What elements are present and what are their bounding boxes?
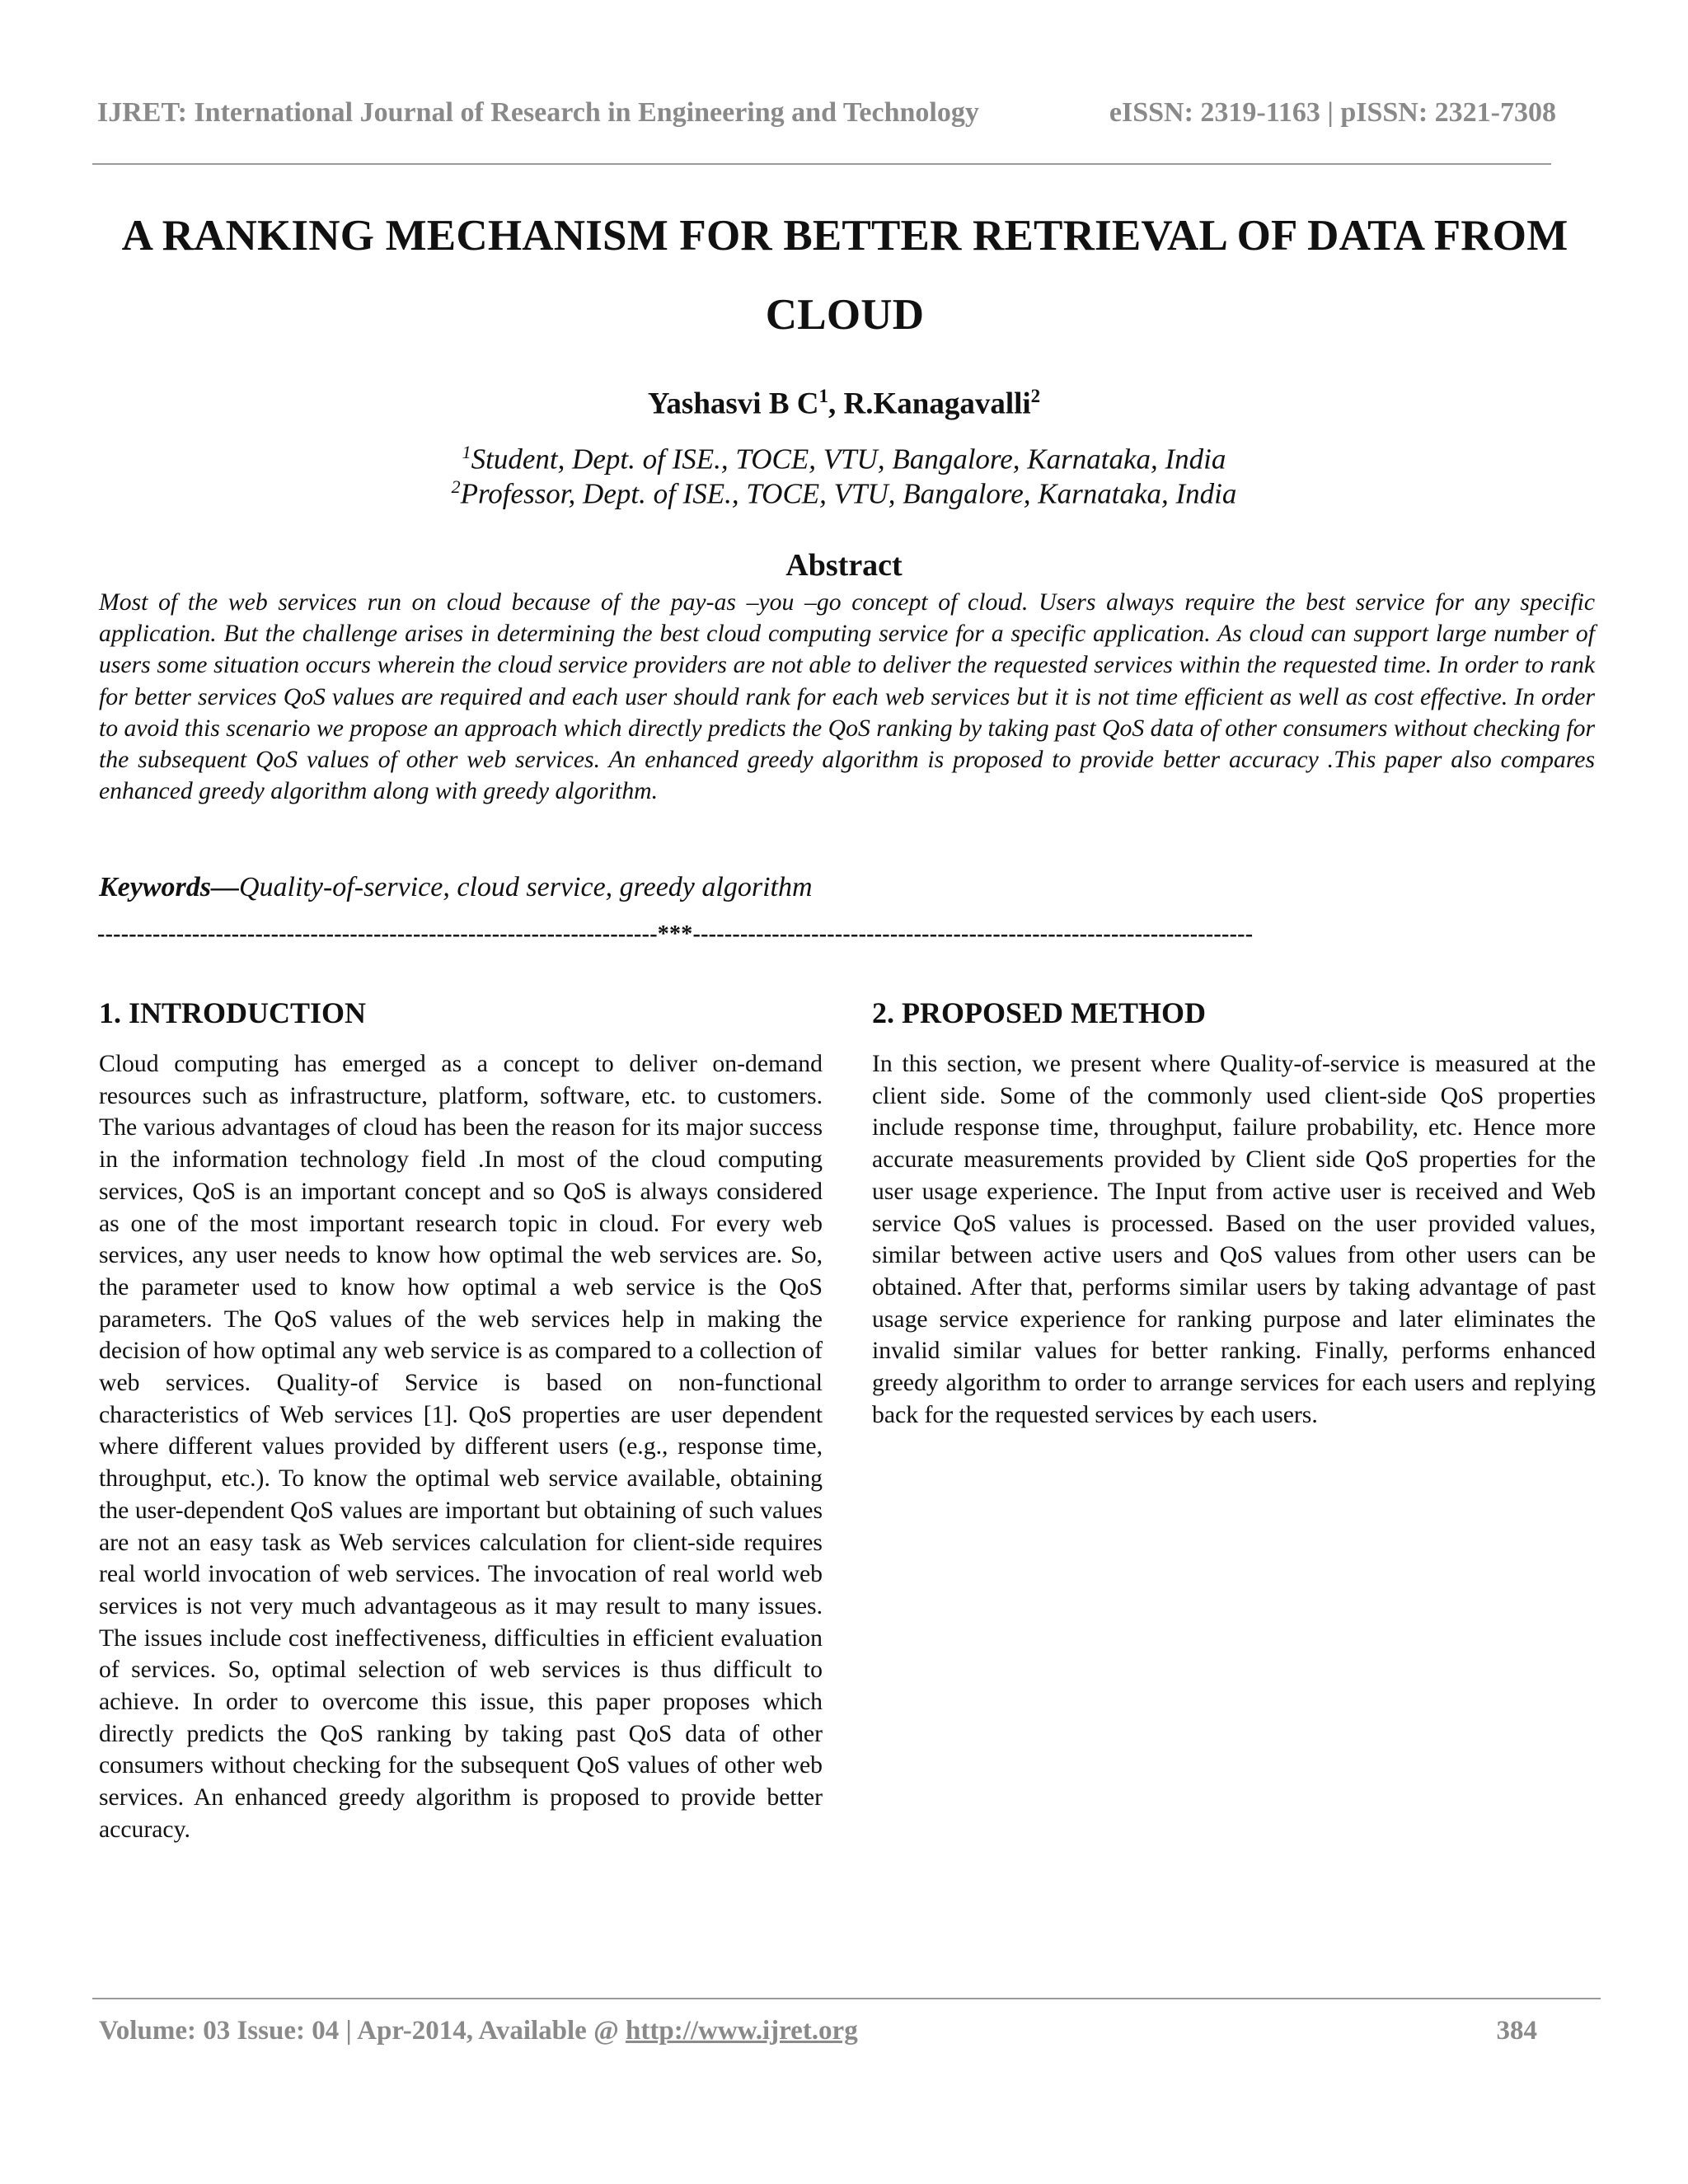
footer-rule bbox=[92, 1998, 1601, 1999]
section-separator: -----------------------------------------------------------------------***----------------------------------------------------------------------- bbox=[97, 921, 1254, 947]
journal-website-link[interactable]: http://www.ijret.org bbox=[626, 2016, 858, 2046]
right-column bbox=[872, 996, 1596, 1431]
issn-info: eISSN: 2319-1163 | pISSN: 2321-7308 bbox=[1109, 97, 1556, 128]
section-heading-introduction: 1. INTRODUCTION bbox=[99, 996, 367, 1029]
affiliation-text: Student, Dept. of ISE., TOCE, VTU, Bangalore, Karnataka, India bbox=[471, 443, 1226, 476]
journal-name: IJRET: International Journal of Research in Engineering and Technology bbox=[97, 97, 979, 128]
author-name: Yashasvi B C bbox=[647, 387, 819, 421]
page-footer bbox=[99, 2016, 1537, 2046]
header-rule bbox=[92, 163, 1551, 165]
section-body-proposed-method: In this section, we present where Quality-of-service is measured at the client side. Some of the commonly used client-side QoS properties include response time, throughput, failure probability, etc. Hence more accurate measurements provided by Client side QoS properties for the user usage experience. The Input from active user is received and Web service QoS values is processed. Based on the user provided values, similar between active users and QoS values from other users can be obtained. After that, performs similar users by taking advantage of past usage service experience for ranking purpose and later eliminates the invalid similar values for better ranking. Finally, performs enhanced greedy algorithm to order to arrange services for each users and replying back for the requested services by each users. bbox=[872, 1051, 1596, 1428]
author-affil-mark: 1 bbox=[818, 386, 828, 406]
author-list bbox=[0, 386, 1688, 421]
author-separator: , bbox=[828, 387, 844, 421]
footer-volume-info bbox=[99, 2016, 858, 2046]
author-name: R.Kanagavalli bbox=[843, 387, 1031, 421]
paper-title: A RANKING MECHANISM FOR BETTER RETRIEVAL OF DATA FROM CLOUD bbox=[121, 212, 1568, 339]
keywords bbox=[99, 872, 1595, 903]
affiliation-mark: 2 bbox=[451, 476, 461, 497]
keywords-label: Keywords— bbox=[99, 872, 239, 902]
keywords-list: Quality-of-service, cloud service, greedy algorithm bbox=[239, 872, 813, 902]
abstract-body: Most of the web services run on cloud because of the pay-as –you –go concept of cloud. Users always require the best service for any specific application. But the challenge arises in determining the best cloud computing service for a specific application. As cloud can support large number of users some situation occurs wherein the cloud service providers are not able to deliver the requested services within the requested time. In order to rank for better services QoS values are required and each user should rank for each web services but it is not time efficient as well as cost effective. In order to avoid this scenario we propose an approach which directly predicts the QoS ranking by taking past QoS data of other consumers without checking for the subsequent QoS values of other web services. An enhanced greedy algorithm is proposed to provide better accuracy .This paper also compares enhanced greedy algorithm along with greedy algorithm. bbox=[99, 589, 1595, 805]
page-number: 384 bbox=[1496, 2016, 1537, 2046]
affiliation-mark: 1 bbox=[462, 442, 471, 462]
author-affil-mark: 2 bbox=[1030, 386, 1041, 406]
abstract-heading: Abstract bbox=[785, 548, 903, 583]
section-heading-proposed-method: 2. PROPOSED METHOD bbox=[872, 996, 1207, 1029]
affiliation-text: Professor, Dept. of ISE., TOCE, VTU, Bangalore, Karnataka, India bbox=[460, 477, 1237, 510]
affiliation-2 bbox=[0, 476, 1688, 511]
footer-volume-text: Volume: 03 Issue: 04 | Apr-2014, Available @ bbox=[99, 2016, 626, 2046]
running-header bbox=[97, 97, 1556, 129]
affiliation-1 bbox=[0, 442, 1688, 476]
section-body-introduction: Cloud computing has emerged as a concept to deliver on-demand resources such as infrastructure, platform, software, etc. to customers. The various advantages of cloud has been the reason for its major success in the information technology field .In most of the cloud computing services, QoS is an important concept and so QoS is always considered as one of the most important research topic in cloud. For every web services, any user needs to know how optimal the web services are. So, the parameter used to know how optimal a web service is the QoS parameters. The QoS values of the web services help in making the decision of how optimal any web service is as compared to a collection of web services. Quality-of Service is based on non-functional characteristics of Web services [1]. QoS properties are user dependent where different values provided by different users (e.g., response time, throughput, etc.). To know the optimal web service available, obtaining the user-dependent QoS values are important but obtaining of such values are not an easy task as Web services calculation for client-side requires real world invocation of web services. The invocation of real world web services is not very much advantageous as it may result to many issues. The issues include cost ineffectiveness, difficulties in efficient evaluation of services. So, optimal selection of web services is thus difficult to achieve. In order to overcome this issue, this paper proposes which directly predicts the QoS ranking by taking past QoS data of other consumers without checking for the subsequent QoS values of other web services. An enhanced greedy algorithm is proposed to provide better accuracy. bbox=[99, 1051, 823, 1843]
left-column bbox=[99, 996, 823, 1846]
